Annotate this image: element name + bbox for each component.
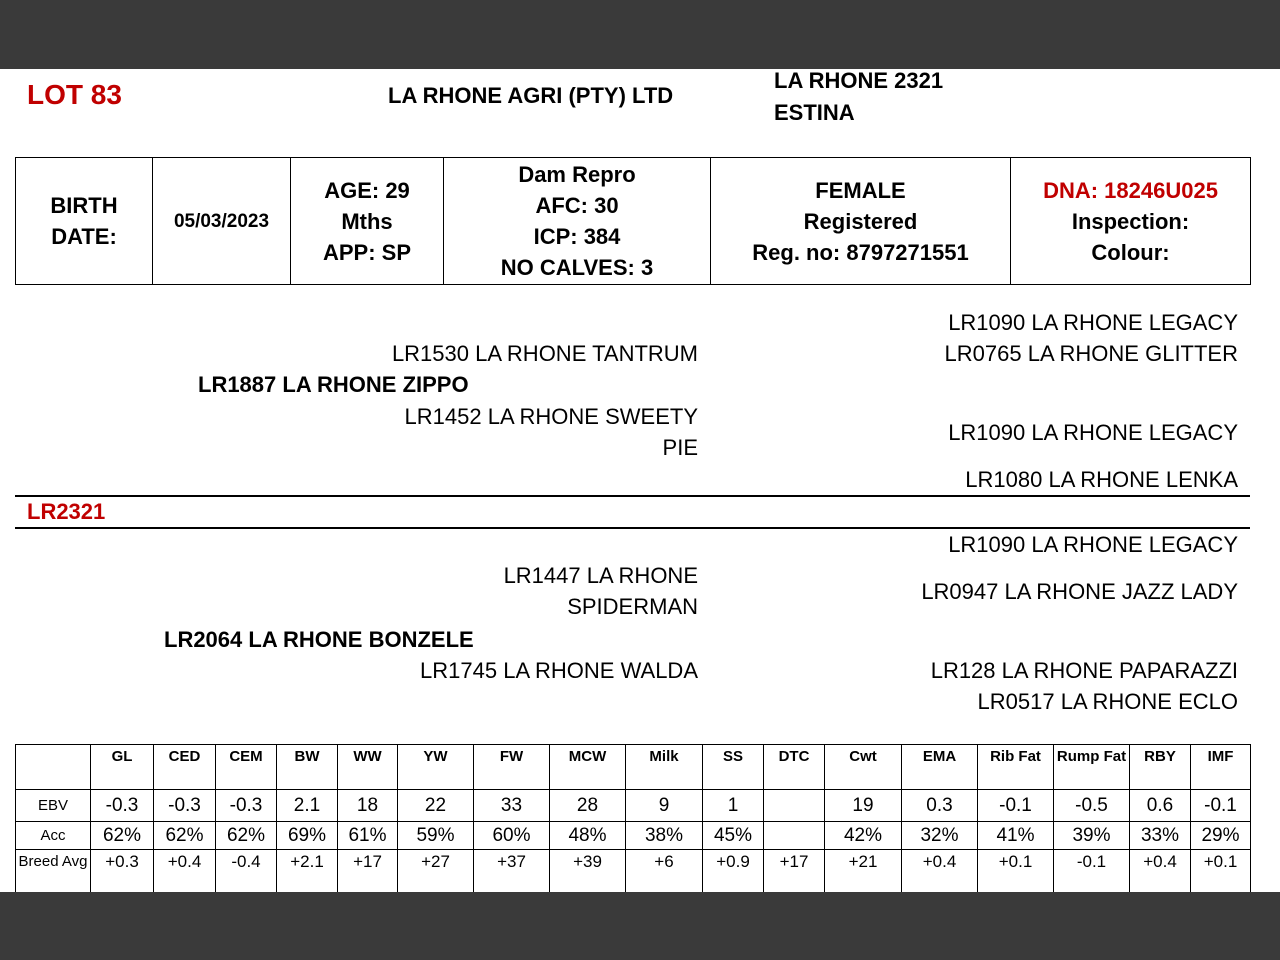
pedigree-sds: LR1090 LA RHONE LEGACY	[948, 420, 1238, 445]
owner-name: LA RHONE AGRI (PTY) LTD	[388, 83, 674, 108]
breed-avg-cell: +0.1	[1191, 850, 1251, 893]
breed-avg-cell: +17	[764, 850, 825, 893]
ebv-header-cell: YW	[398, 745, 474, 790]
breed-avg-cell: +17	[338, 850, 398, 893]
ebv-header-cell: GL	[91, 745, 154, 790]
breed-avg-cell: +21	[825, 850, 902, 893]
acc-cell: 32%	[902, 822, 978, 850]
breed-avg-cell: +0.3	[91, 850, 154, 893]
acc-cell: 38%	[626, 822, 703, 850]
acc-cell: 45%	[703, 822, 764, 850]
breed-avg-cell: +0.4	[154, 850, 216, 893]
acc-cell: 48%	[550, 822, 626, 850]
pedigree-dsd: LR0947 LA RHONE JAZZ LADY	[921, 579, 1238, 604]
pedigree-sdd: LR1080 LA RHONE LENKA	[965, 467, 1238, 492]
ebv-header-cell: DTC	[764, 745, 825, 790]
pedigree-dam-sire: LR1447 LA RHONE SPIDERMAN	[503, 563, 698, 619]
ebv-header-cell: WW	[338, 745, 398, 790]
info-table	[15, 157, 1251, 285]
pedigree-ddd: LR0517 LA RHONE ECLO	[977, 689, 1238, 714]
ebv-cell: 22	[398, 790, 474, 822]
ebv-cell: 1	[703, 790, 764, 822]
ebv-header-cell: EMA	[902, 745, 978, 790]
ebv-cell: -0.1	[1191, 790, 1251, 822]
breed-avg-cell: +0.9	[703, 850, 764, 893]
ebv-label: EBV	[16, 790, 91, 822]
lot-number: LOT 83	[27, 79, 122, 110]
ebv-corner-cell	[16, 745, 91, 790]
ebv-cell: -0.1	[978, 790, 1054, 822]
pedigree-sire: LR1887 LA RHONE ZIPPO	[198, 372, 469, 397]
acc-cell: 69%	[277, 822, 338, 850]
animal-name	[774, 69, 943, 129]
breed-avg-row	[16, 850, 1251, 893]
animal-name-line2: ESTINA	[774, 100, 855, 125]
breed-avg-cell: +27	[398, 850, 474, 893]
afc: AFC: 30	[535, 193, 619, 218]
no-calves: NO CALVES: 3	[500, 255, 654, 280]
ebv-cell: 0.3	[902, 790, 978, 822]
breed-avg-cell: +37	[474, 850, 550, 893]
pedigree-sire-sire: LR1530 LA RHONE TANTRUM	[391, 341, 698, 366]
ebv-cell: -0.5	[1054, 790, 1130, 822]
acc-cell: 33%	[1130, 822, 1191, 850]
breed-avg-cell: +0.1	[978, 850, 1054, 893]
dam-repro-cell	[444, 158, 711, 285]
acc-cell: 41%	[978, 822, 1054, 850]
ebv-table	[15, 744, 1251, 892]
breed-avg-cell: +2.1	[277, 850, 338, 893]
reg-no: Reg. no: 8797271551	[752, 239, 969, 265]
acc-cell: 61%	[338, 822, 398, 850]
registration-cell	[711, 158, 1011, 285]
acc-label: Acc	[16, 822, 91, 850]
dna-cell	[1011, 158, 1251, 285]
birth-date-label: BIRTH DATE:	[16, 158, 153, 285]
breed-avg-cell: +39	[550, 850, 626, 893]
ebv-header-cell: Milk	[626, 745, 703, 790]
ebv-header-cell: MCW	[550, 745, 626, 790]
dna: DNA: 18246U025	[1043, 177, 1218, 203]
acc-cell: 62%	[91, 822, 154, 850]
breed-avg-label: Breed Avg	[16, 850, 91, 893]
breed-avg-cell: -0.1	[1054, 850, 1130, 893]
animal-name-line1: LA RHONE 2321	[774, 69, 944, 93]
app: APP: SP	[322, 239, 412, 265]
breed-avg-cell: +0.4	[902, 850, 978, 893]
inspection: Inspection:	[1071, 208, 1190, 234]
acc-cell: 62%	[216, 822, 277, 850]
age: AGE: 29	[324, 177, 410, 203]
pedigree-sss: LR1090 LA RHONE LEGACY	[948, 310, 1238, 335]
breed-avg-cell: -0.4	[216, 850, 277, 893]
icp: ICP: 384	[533, 224, 621, 249]
ebv-header-cell: Rib Fat	[978, 745, 1054, 790]
age-cell	[291, 158, 444, 285]
ebv-cell: 19	[825, 790, 902, 822]
pedigree-dds: LR128 LA RHONE PAPARAZZI	[930, 658, 1238, 683]
ebv-cell	[764, 790, 825, 822]
acc-cell: 59%	[398, 822, 474, 850]
breed-avg-cell: +0.4	[1130, 850, 1191, 893]
pedigree-ssd: LR0765 LA RHONE GLITTER	[944, 341, 1238, 366]
ebv-cell: -0.3	[216, 790, 277, 822]
ebv-cell: 2.1	[277, 790, 338, 822]
acc-cell: 42%	[825, 822, 902, 850]
colour: Colour:	[1091, 239, 1170, 265]
acc-cell: 60%	[474, 822, 550, 850]
ebv-header-cell: Cwt	[825, 745, 902, 790]
age-unit: Mths	[341, 208, 393, 234]
ebv-header-cell: IMF	[1191, 745, 1251, 790]
birth-date-value: 05/03/2023	[153, 158, 291, 285]
ebv-cell: 33	[474, 790, 550, 822]
ebv-cell: 28	[550, 790, 626, 822]
divider-top	[15, 495, 1250, 497]
registered: Registered	[803, 208, 918, 234]
ebv-header-cell: CED	[154, 745, 216, 790]
breed-avg-cell: +6	[626, 850, 703, 893]
ebv-cell: 9	[626, 790, 703, 822]
ebv-header-cell: CEM	[216, 745, 277, 790]
ebv-header-cell: FW	[474, 745, 550, 790]
ebv-header-cell: BW	[277, 745, 338, 790]
ebv-cell: -0.3	[154, 790, 216, 822]
ebv-row	[16, 790, 1251, 822]
ebv-cell: -0.3	[91, 790, 154, 822]
pedigree-code: LR2321	[27, 499, 106, 524]
ebv-cell: 0.6	[1130, 790, 1191, 822]
acc-cell: 29%	[1191, 822, 1251, 850]
acc-cell: 39%	[1054, 822, 1130, 850]
sex: FEMALE	[815, 177, 906, 203]
pedigree-dss: LR1090 LA RHONE LEGACY	[948, 532, 1238, 557]
acc-cell: 62%	[154, 822, 216, 850]
ebv-header-row	[16, 745, 1251, 790]
ebv-cell: 18	[338, 790, 398, 822]
ebv-header-cell: SS	[703, 745, 764, 790]
pedigree-dam: LR2064 LA RHONE BONZELE	[164, 627, 474, 652]
lot-sheet	[0, 69, 1280, 892]
ebv-header-cell: Rump Fat	[1054, 745, 1130, 790]
acc-row	[16, 822, 1251, 850]
acc-cell	[764, 822, 825, 850]
dam-repro-title: Dam Repro	[518, 162, 636, 187]
pedigree-sire-dam: LR1452 LA RHONE SWEETY PIE	[404, 404, 698, 460]
pedigree-dam-dam: LR1745 LA RHONE WALDA	[420, 658, 698, 683]
ebv-header-cell: RBY	[1130, 745, 1191, 790]
